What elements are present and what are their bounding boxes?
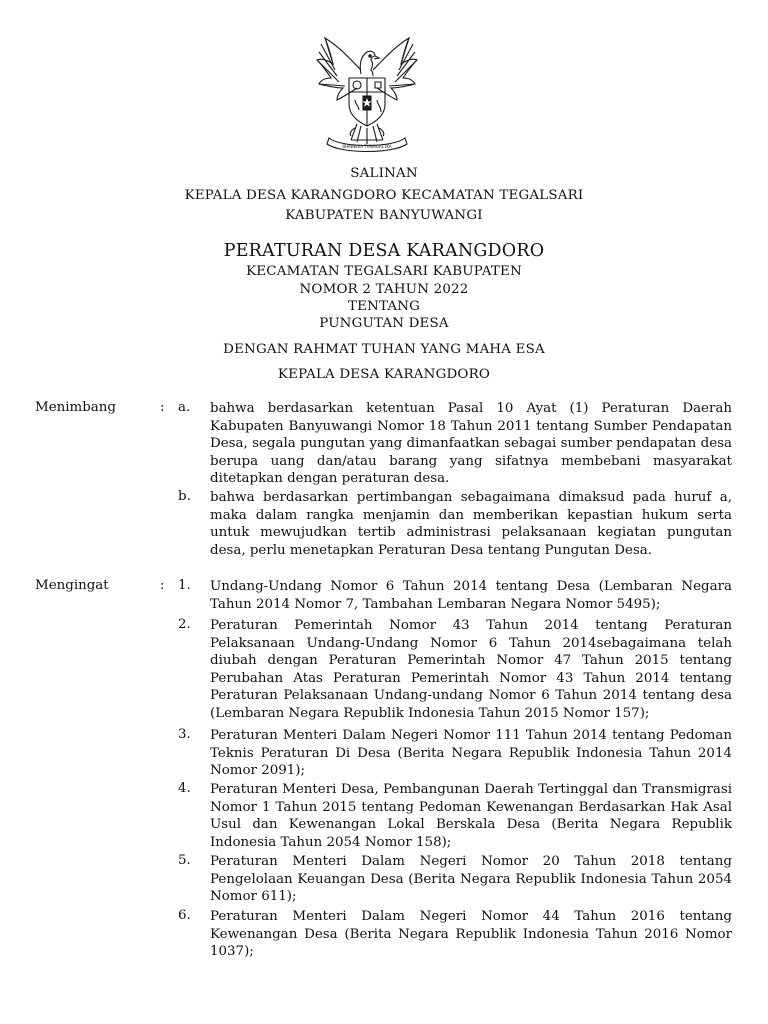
issuer-line: KEPALA DESA KARANGDORO [277,367,491,382]
mengingat-label: Mengingat [35,578,109,593]
header-issuer-line: KEPALA DESA KARANGDORO KECAMATAN TEGALSARI [184,188,584,203]
regulation-number: NOMOR 2 TAHUN 2022 [299,282,469,297]
blessing-line: DENGAN RAHMAT TUHAN YANG MAHA ESA [223,342,545,357]
item-text: Peraturan Pemerintah Nomor 43 Tahun 2014 tentang Peraturan Pelaksanaan Undang-Undang Nomor 6 Tahun 2014sebagaimana telah diubah dengan Peraturan Pemerintah Nomor 47 Tahun 2015 tentang Perubahan Atas Peraturan Pemerintah Nomor 43 Tahun 2014 tentang Peraturan Pelaksanaan Undang-undang Nomor 6 Tahun 2014 tentang desa (Lembaran Negara Republik Indonesia Tahun 2015 Nomor 157); [210,618,732,721]
regulation-subject: PUNGUTAN DESA [319,316,449,331]
svg-text:BHINNEKA TUNGGAL IKA: BHINNEKA TUNGGAL IKA [342,144,392,149]
item-marker: 3. [178,727,191,742]
item-marker: 1. [178,578,191,593]
header-regency-line: KABUPATEN BANYUWANGI [285,208,483,223]
mengingat-colon: : [160,578,165,593]
item-text: bahwa berdasarkan ketentuan Pasal 10 Ayat (1) Peraturan Daerah Kabupaten Banyuwangi Nomor 18 Tahun 2011 tentang Sumber Pendapatan Desa, segala pungutan yang dimanfaatkan sebagai sumber pendapatan desa berupa uang dan/atau barang yang sifatnya membebani masyarakat ditetapkan dengan peraturan desa. [210,401,732,487]
item-text: bahwa berdasarkan pertimbangan sebagaimana dimaksud pada huruf a, maka dalam rangka menjamin dan memberikan kepastian hukum serta untuk mewujudkan tertib administrasi pelaksanaan kegiatan pungutan desa, perlu menetapkan Peraturan Desa tentang Pungutan Desa. [210,490,732,558]
item-marker: 2. [178,617,191,632]
item-marker: a. [178,400,191,415]
menimbang-colon: : [160,400,165,415]
item-text: Peraturan Menteri Dalam Negeri Nomor 111 Tahun 2014 tentang Pedoman Teknis Peraturan Di Desa (Berita Negara Republik Indonesia Tahun 2014 Nomor 2091); [210,728,732,779]
regulation-about: TENTANG [347,299,421,314]
regulation-subtitle: KECAMATAN TEGALSARI KABUPATEN [246,264,522,279]
item-text: Peraturan Menteri Dalam Negeri Nomor 20 Tahun 2018 tentang Pengelolaan Keuangan Desa (Berita Negara Republik Indonesia Tahun 2054 Nomor 611); [210,854,732,905]
salinan-label: SALINAN [350,166,418,181]
item-marker: b. [178,489,191,504]
item-marker: 5. [178,853,191,868]
item-text: Peraturan Menteri Desa, Pembangunan Daerah Tertinggal dan Transmigrasi Nomor 1 Tahun 2015 tentang Pedoman Kewenangan Berdasarkan Hak Asal Usul dan Kewenangan Lokal Berskala Desa (Berita Negara Republik Indonesia Tahun 2054 Nomor 158); [210,782,732,850]
item-text: Undang-Undang Nomor 6 Tahun 2014 tentang Desa (Lembaran Negara Tahun 2014 Nomor 7, Tambahan Lembaran Negara Nomor 5495); [210,579,732,612]
item-text: Peraturan Menteri Dalam Negeri Nomor 44 Tahun 2016 tentang Kewenangan Desa (Berita Negara Republik Indonesia Tahun 2016 Nomor 1037); [210,909,732,960]
item-marker: 4. [178,781,191,796]
menimbang-label: Menimbang [35,400,116,415]
regulation-title: PERATURAN DESA KARANGDORO [223,241,545,261]
garuda-emblem-icon [311,30,423,158]
item-marker: 6. [178,908,191,923]
